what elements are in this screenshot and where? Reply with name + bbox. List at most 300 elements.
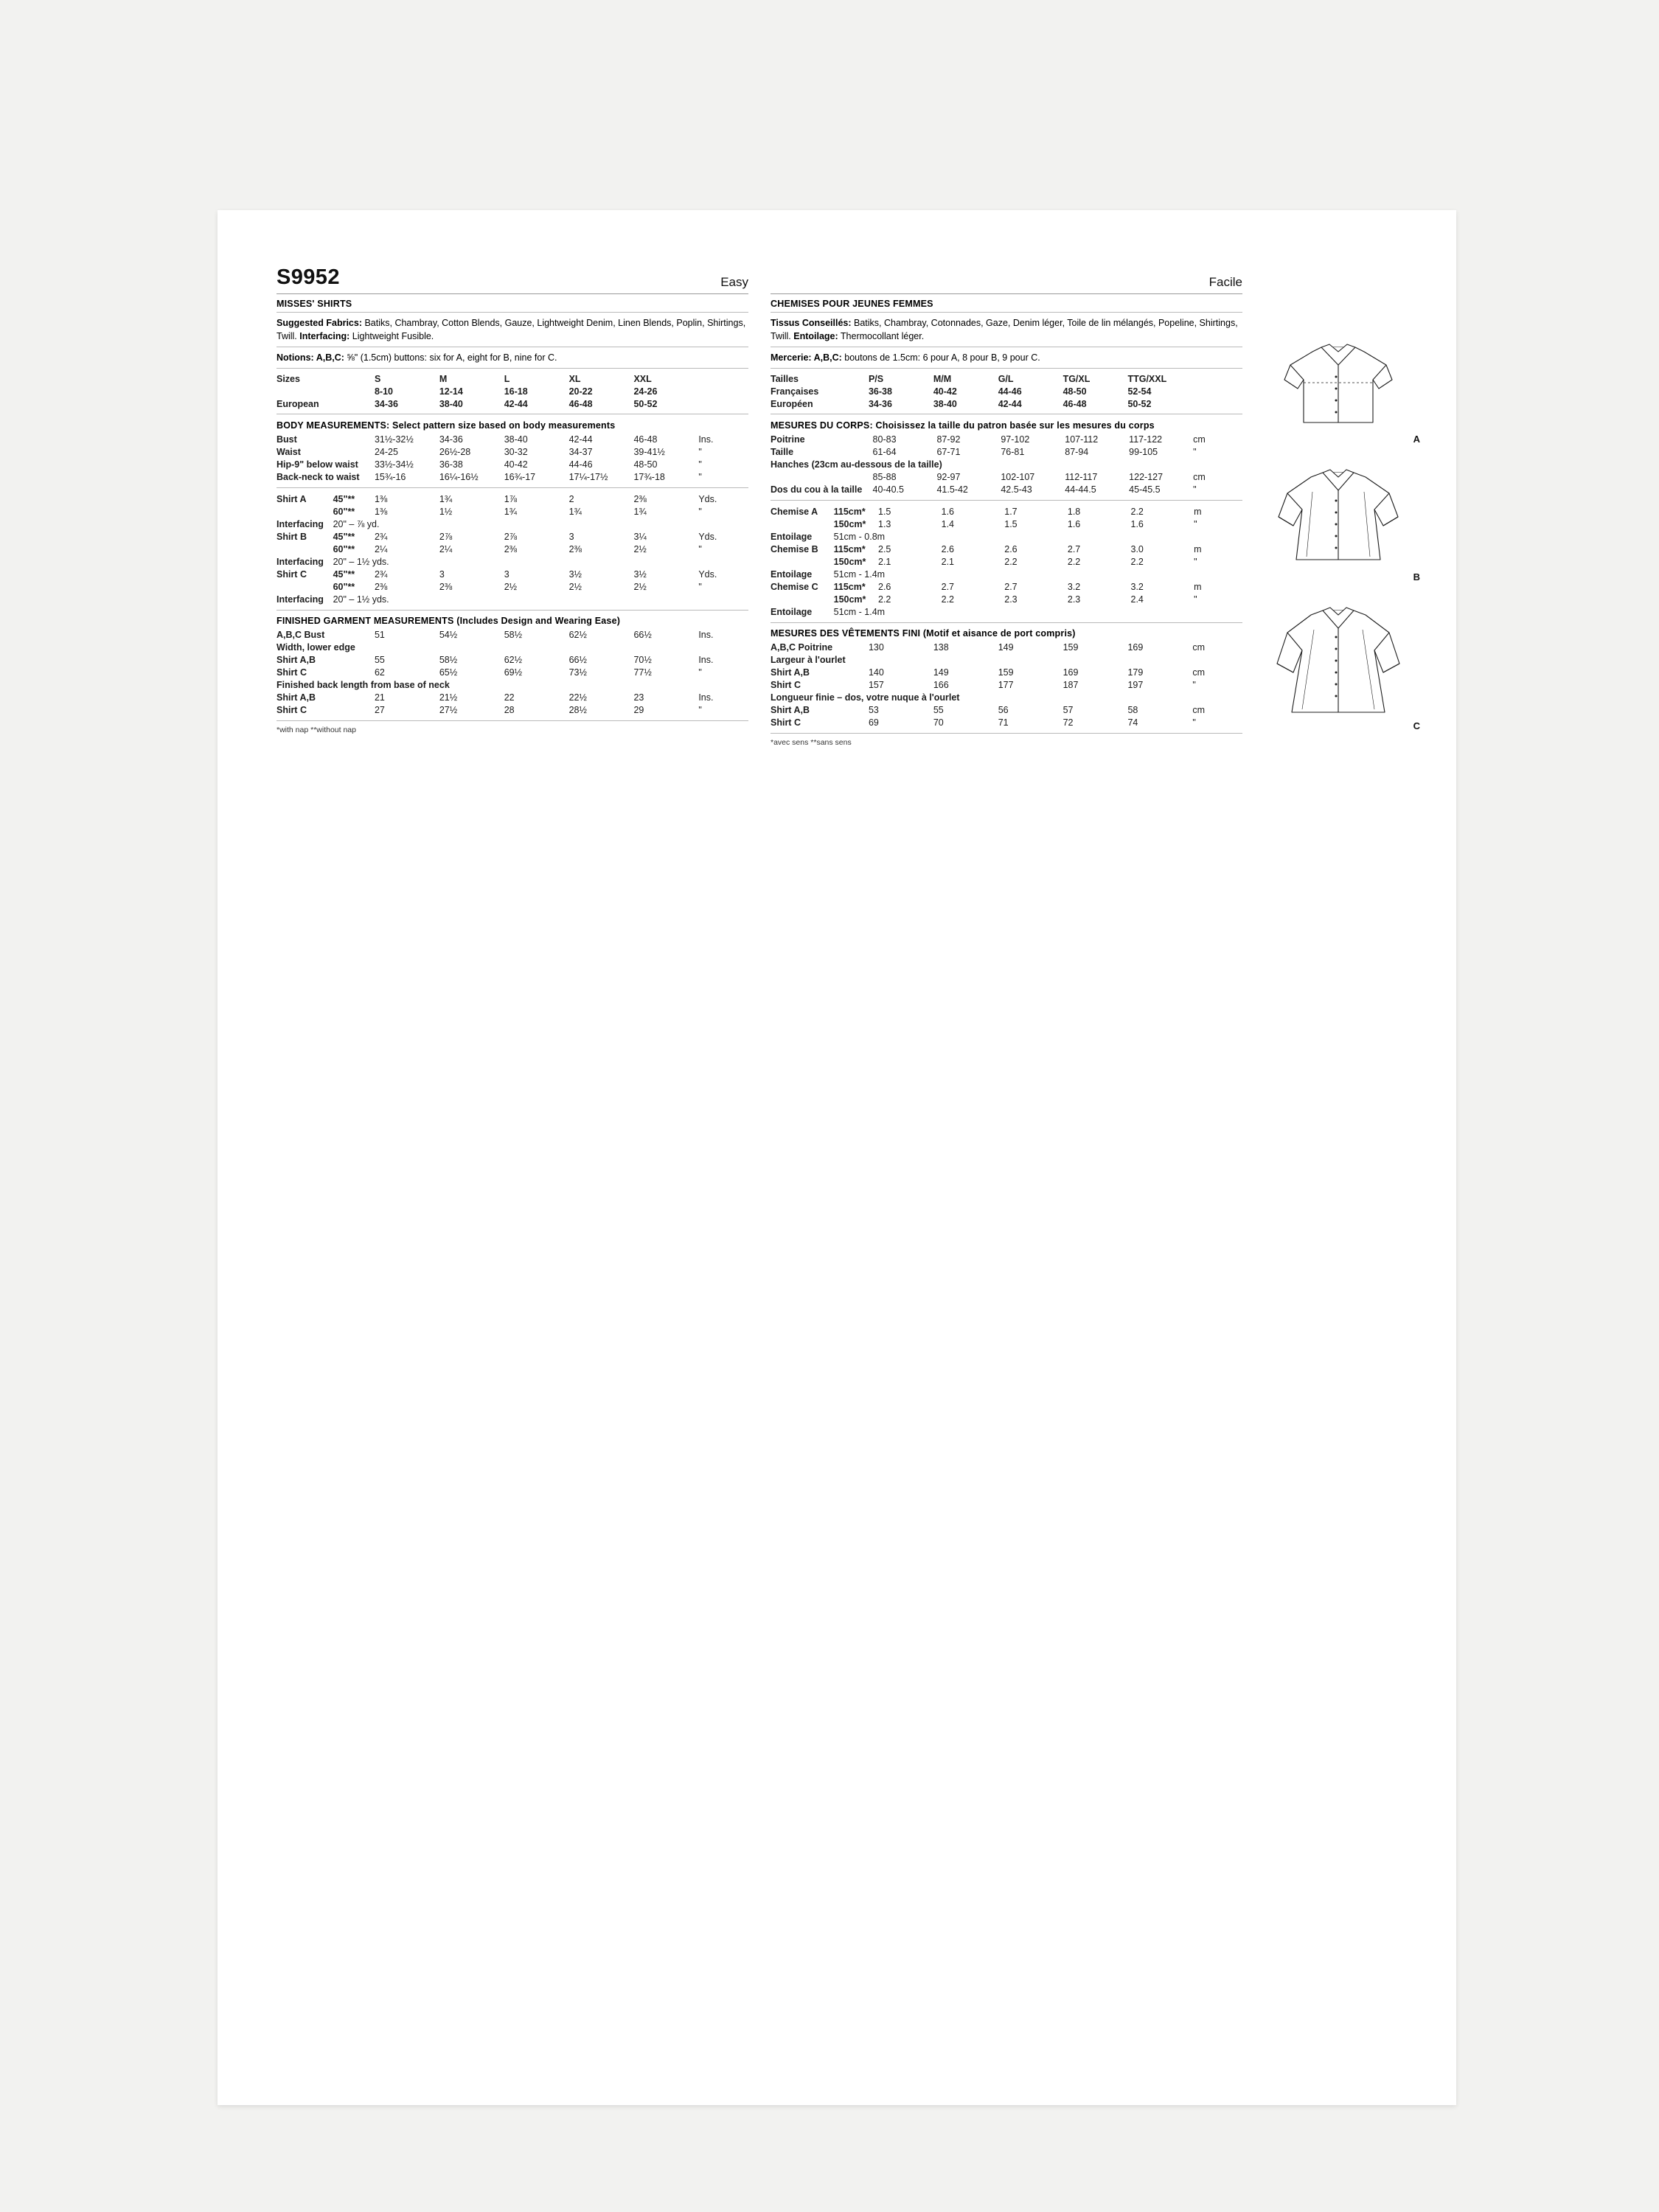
cell: 2.6 [878,581,891,592]
cell: 1.6 [941,506,955,517]
french-size: 44-46 [998,386,1022,397]
unit-cell: " [698,506,702,517]
cell: 70½ [633,654,652,665]
cell: 15¾-16 [374,471,406,482]
european-size: 50-52 [1127,398,1152,409]
finished-measurements-title-en: FINISHED GARMENT MEASUREMENTS (Includes Design and Wearing Ease) [276,616,621,627]
subheading: Hanches (23cm au-dessous de la taille) [771,459,942,470]
table-row [276,530,748,543]
pattern-envelope-back [218,210,1456,2105]
cell: 23 [633,692,644,703]
cell: 177 [998,679,1014,690]
unit-cell: Ins. [698,692,714,703]
subheading: Width, lower edge [276,641,355,653]
table-row [276,703,748,716]
size-number: 8-10 [374,386,393,397]
cell: 3.2 [1130,581,1144,592]
row-label [771,593,834,605]
cell: 3.0 [1130,543,1144,554]
cell: 61-64 [872,446,897,457]
european-size: 46-48 [568,398,593,409]
cell: 87-94 [1065,446,1089,457]
row-label: Taille [771,446,794,457]
notions-label-fr: Mercerie: A,B,C: [771,352,842,364]
cell: 69½ [504,667,523,678]
table-row [771,641,1242,653]
unit-cell: " [1193,446,1197,457]
fabric-width: 20" – ⅞ yd. [333,518,380,529]
row-label: Chemise B [771,543,818,554]
cell: 67-71 [936,446,961,457]
size-letter: M [439,373,448,384]
cell: 28 [504,704,515,715]
cell: 21 [374,692,385,703]
cell: 1¾ [504,506,518,517]
european-size: 34-36 [374,398,398,409]
unit-cell: Ins. [698,654,714,665]
table-row [771,678,1242,691]
cell: 1⅞ [504,493,518,504]
size-letter: L [504,373,510,384]
difficulty-label-en: Easy [720,275,748,289]
cell: 2.2 [1004,556,1018,567]
fabric-width: 60"** [333,581,355,592]
interfacing-text-fr: Thermocollant léger. [838,331,925,342]
size-number: 20-22 [568,386,593,397]
table-row [276,580,748,593]
cell: 69 [868,717,879,728]
subheading: Finished back length from base of neck [276,679,450,690]
row-label: Bust [276,434,297,445]
row-label: Dos du cou à la taille [771,484,863,495]
cell: 2.1 [941,556,955,567]
size-number: 12-14 [439,386,463,397]
cell: 2⅜ [568,543,582,554]
fabrics-text-fr: Batiks, Chambray, Cotonnades, Gaze, Denim léger, Toile de lin mélangés, Popeline, Shirtings, Twill. [771,318,1238,342]
pattern-code: S9952 [276,265,340,289]
row-label: Entoilage [771,531,813,542]
table-row [771,605,1242,618]
cell: 2 [568,493,574,504]
cell: 149 [998,641,1014,653]
cell: 56 [998,704,1009,715]
unit-cell: " [1192,717,1196,728]
instruction-sheet [276,265,1420,748]
unit-cell: Ins. [698,434,714,445]
table-row [771,470,1242,483]
line-drawings [1268,335,1420,749]
cell: 3½ [568,568,582,580]
french-notions [771,351,1242,364]
cell: 1.5 [1004,518,1018,529]
cell: 70 [933,717,944,728]
cell: 92-97 [936,471,961,482]
cell: 1¾ [633,506,647,517]
unit-cell: " [698,581,702,592]
english-fabrics [276,316,748,343]
english-yardage-table [276,493,748,605]
cell: 39-41½ [633,446,665,457]
cell: 2.2 [878,594,891,605]
illustration-label-b: B [1413,571,1420,582]
fabric-width: 115cm* [833,506,866,517]
table-row [276,433,748,445]
fabric-width: 45"** [333,493,355,504]
fabric-width: 51cm - 1.4m [833,606,886,617]
size-letter: XXL [633,373,652,384]
unit-cell: " [698,446,702,457]
table-row [771,716,1242,728]
fabric-width: 20" – 1½ yds. [333,556,389,567]
cell: 16¼-16½ [439,471,479,482]
cell: 74 [1127,717,1138,728]
european-size: 50-52 [633,398,658,409]
fabric-width: 45"** [333,531,355,542]
cell: 2.3 [1004,594,1018,605]
finished-measurements-title-fr: MESURES DES VÊTEMENTS FINI (Motif et aisance de port compris) [771,628,1076,639]
english-size-table [276,372,748,410]
english-header [276,265,748,290]
cell: 2½ [504,581,518,592]
cell: 2⅞ [439,531,453,542]
cell: 27 [374,704,385,715]
cell: 1½ [439,506,453,517]
cell: 3.2 [1067,581,1081,592]
cell: 130 [868,641,884,653]
unit-cell: " [1192,679,1196,690]
table-row [276,372,748,385]
cell: 85-88 [872,471,897,482]
cell: 1⅜ [374,506,388,517]
row-label: Chemise C [771,581,818,592]
footnote-en: *with nap **without nap [276,726,356,735]
row-label [276,505,333,518]
unit-cell: m [1194,543,1202,554]
fabric-width: 20" – 1½ yds. [333,594,389,605]
unit-cell: cm [1193,434,1206,445]
cell: 169 [1127,641,1144,653]
table-row [771,666,1242,678]
cell: 17¾-18 [633,471,665,482]
cell: 1.6 [1067,518,1081,529]
european-label-en: European [276,398,319,409]
cell: 41.5-42 [936,484,968,495]
table-row [771,397,1242,410]
table-row [771,543,1242,555]
table-row [276,691,748,703]
cell: 65½ [439,667,458,678]
unit-cell: Ins. [698,629,714,640]
french-finished-table [771,641,1242,728]
cell: 2.2 [1067,556,1081,567]
row-label: A,B,C Poitrine [771,641,833,653]
cell: 2.6 [1004,543,1018,554]
french-size: 48-50 [1062,386,1087,397]
cell: 2.2 [941,594,955,605]
english-column [276,265,748,747]
table-row [276,678,748,691]
row-label: Interfacing [276,556,324,567]
cell: 28½ [568,704,587,715]
cell: 2⅜ [439,581,453,592]
table-row [276,493,748,505]
row-label: Shirt C [771,679,801,690]
unit-cell: " [1194,594,1197,605]
cell: 3¼ [633,531,647,542]
cell: 2⅞ [504,531,518,542]
table-row [771,458,1242,470]
cell: 149 [933,667,949,678]
shirt-b-illustration [1268,462,1420,584]
table-row [771,593,1242,605]
cell: 117-122 [1129,434,1163,445]
french-body-measurements-table [771,433,1242,495]
table-row [276,666,748,678]
notions-label-en: Notions: A,B,C: [276,352,344,364]
cell: 2.2 [1130,556,1144,567]
unit-cell: cm [1192,667,1205,678]
cell: 107-112 [1065,434,1099,445]
row-label: Chemise A [771,506,818,517]
unit-cell: cm [1192,704,1205,715]
cell: 27½ [439,704,458,715]
size-number: 24-26 [633,386,658,397]
interfacing-label-en: Interfacing: [299,331,350,342]
row-label: Interfacing [276,594,324,605]
table-row [276,505,748,518]
cell: 169 [1062,667,1079,678]
table-row [771,703,1242,716]
cell: 3 [568,531,574,542]
shirt-c-illustration [1268,600,1420,733]
french-yardage-table [771,505,1242,618]
unit-cell: " [1194,556,1197,567]
unit-cell [698,372,748,385]
unit-cell: cm [1192,641,1205,653]
cell: 1.3 [878,518,891,529]
european-size: 46-48 [1062,398,1087,409]
fabrics-text-en: Batiks, Chambray, Cotton Blends, Gauze, Lightweight Denim, Linen Blends, Poplin, Shirtings, Twill. [276,318,746,342]
difficulty-label-fr: Facile [1208,275,1242,289]
row-label: Poitrine [771,434,805,445]
european-size: 42-44 [998,398,1022,409]
cell: 66½ [568,654,587,665]
french-sizes-label: Françaises [771,386,819,397]
row-label: Shirt A,B [276,654,316,665]
cell: 51 [374,629,385,640]
english-title: MISSES' SHIRTS [276,299,352,309]
unit-cell: " [698,471,702,482]
cell: 112-117 [1065,471,1098,482]
cell: 38-40 [504,434,528,445]
illustration-label-c: C [1413,720,1420,731]
table-row [276,397,748,410]
fabric-width: 150cm* [833,556,866,567]
row-label [771,555,834,568]
table-row [771,483,1242,495]
cell: 16¾-17 [504,471,536,482]
body-measurements-title-fr: MESURES DU CORPS: Choisissez la taille du patron basée sur les mesures du corps [771,420,1155,431]
fabric-width: 60"** [333,506,355,517]
cell: 99-105 [1129,446,1158,457]
cell: 1.6 [1130,518,1144,529]
cell: 159 [998,667,1014,678]
cell: 1.8 [1067,506,1081,517]
cell: 17¼-17½ [568,471,608,482]
notions-text-fr: boutons de 1.5cm: 6 pour A, 8 pour B, 9 pour C. [841,352,1040,364]
row-label: Shirt A,B [771,704,810,715]
cell: 122-127 [1129,471,1164,482]
cell: 42.5-43 [1001,484,1032,495]
french-title: CHEMISES POUR JEUNES FEMMES [771,299,933,309]
european-size: 34-36 [868,398,892,409]
cell: 34-37 [568,446,593,457]
sizes-label-en: Sizes [276,373,300,384]
cell: 54½ [439,629,458,640]
cell: 157 [868,679,884,690]
cell: 21½ [439,692,458,703]
cell: 80-83 [872,434,897,445]
cell: 1.5 [878,506,891,517]
english-body-measurements-table [276,433,748,483]
shirt-a-illustration [1268,335,1420,446]
cell: 40-40.5 [872,484,904,495]
row-label: Entoilage [771,606,813,617]
cell: 72 [1062,717,1074,728]
fabric-width: 51cm - 1.4m [833,568,886,580]
cell: 2.6 [941,543,955,554]
size-letter: XL [568,373,581,384]
table-row [276,641,748,653]
fabric-width: 60"** [333,543,355,554]
unit-cell: m [1194,506,1202,517]
table-row [771,555,1242,568]
unit-cell: Yds. [698,568,717,580]
row-label: Shirt C [276,568,307,580]
illustration-label-a: A [1413,434,1420,445]
cell: 77½ [633,667,652,678]
french-size: 40-42 [933,386,957,397]
cell: 3½ [633,568,647,580]
cell: 2½ [568,581,582,592]
cell: 71 [998,717,1009,728]
unit-cell: " [698,704,702,715]
table-row [771,445,1242,458]
row-label: Waist [276,446,301,457]
unit-cell: m [1194,581,1202,592]
unit-cell: Yds. [698,531,717,542]
table-row [276,568,748,580]
row-label: Hip-9" below waist [276,459,358,470]
row-label: Interfacing [276,518,324,529]
row-label: Shirt A,B [771,667,810,678]
cell: 3 [504,568,509,580]
cell: 2½ [633,581,647,592]
cell: 34-36 [439,434,463,445]
size-number: 16-18 [504,386,528,397]
cell: 2⅜ [504,543,518,554]
fabric-width: 150cm* [833,594,866,605]
french-size-table [771,372,1242,410]
cell: 76-81 [1001,446,1025,457]
cell: 140 [868,667,884,678]
cell: 29 [633,704,644,715]
french-column [771,265,1242,747]
table-row [771,568,1242,580]
table-row [771,518,1242,530]
cell: 55 [374,654,385,665]
unit-cell: " [1193,484,1197,495]
english-finished-table [276,628,748,716]
unit-cell: " [1194,518,1197,529]
cell: 22 [504,692,515,703]
cell: 3 [439,568,445,580]
french-size: 36-38 [868,386,892,397]
cell: 2.1 [878,556,891,567]
cell: 2.3 [1067,594,1081,605]
cell: 73½ [568,667,587,678]
cell: 1.7 [1004,506,1018,517]
cell: 187 [1062,679,1079,690]
row-label: Shirt B [276,531,307,542]
cell: 2.2 [1130,506,1144,517]
subheading: Longueur finie – dos, votre nuque à l'ourlet [771,692,960,703]
size-letter: P/S [868,373,884,384]
size-letter: TG/XL [1062,373,1091,384]
cell: 2½ [633,543,647,554]
cell: 2¼ [374,543,388,554]
table-row [276,458,748,470]
table-row [276,385,748,397]
row-label: Entoilage [771,568,813,580]
row-label: Shirt C [771,717,801,728]
cell: 1⅜ [374,493,388,504]
row-label: Shirt C [276,704,307,715]
cell: 44-44.5 [1065,484,1096,495]
row-label [771,518,834,530]
cell: 26½-28 [439,446,471,457]
row-label: A,B,C Bust [276,629,325,640]
unit-cell: " [698,543,702,554]
cell: 55 [933,704,944,715]
size-letter: M/M [933,373,952,384]
table-row [771,530,1242,543]
european-label-fr: Européen [771,398,813,409]
table-row [276,445,748,458]
cell: 57 [1062,704,1074,715]
size-letter: G/L [998,373,1014,384]
table-row [276,653,748,666]
body-measurements-title-en: BODY MEASUREMENTS: Select pattern size based on body measurements [276,420,616,431]
cell: 97-102 [1001,434,1030,445]
cell: 2¾ [374,531,388,542]
cell: 44-46 [568,459,593,470]
cell: 2⅜ [374,581,388,592]
cell: 33½-34½ [374,459,414,470]
row-label: Shirt C [276,667,307,678]
row-label [771,470,873,483]
english-notions [276,351,748,364]
cell: 58½ [439,654,458,665]
notions-text-en: ⅝" (1.5cm) buttons: six for A, eight for B, nine for C. [344,352,557,364]
fabric-width: 51cm - 0.8m [833,531,886,542]
cell: 87-92 [936,434,961,445]
table-row [276,628,748,641]
cell: 166 [933,679,949,690]
row-label: Shirt A [276,493,307,504]
table-row [276,470,748,483]
cell: 62½ [568,629,587,640]
